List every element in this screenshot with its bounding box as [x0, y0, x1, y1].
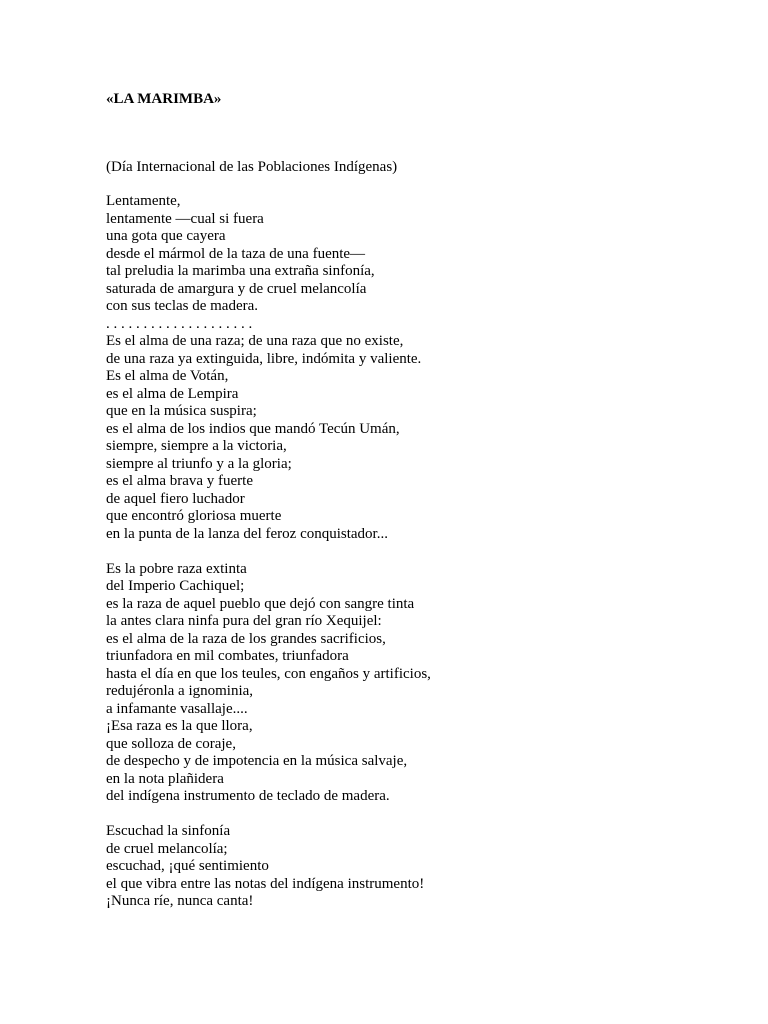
stanza-2 [106, 561, 746, 806]
poem-line: desde el mármol de la taza de una fuente— [106, 245, 366, 262]
poem-line: triunfadora en mil combates, triunfadora [106, 648, 349, 664]
poem-line: en la punta de la lanza del feroz conquistador... [106, 525, 388, 542]
poem-line: la antes clara ninfa pura del gran río Xequijel: [106, 613, 382, 629]
poem-line: del Imperio Cachiquel; [106, 578, 245, 594]
poem-line: el que vibra entre las notas del indígena instrumento! [106, 875, 425, 892]
poem-line: ¡Nunca ríe, nunca canta! [106, 893, 254, 909]
poem-line: siempre al triunfo y a la gloria; [106, 455, 292, 472]
poem-line: Es el alma de una raza; de una raza que no existe, [106, 333, 404, 349]
poem-line: es el alma de los indios que mandó Tecún Umán, [106, 420, 400, 437]
poem-line: saturada de amargura y de cruel melancolía [106, 280, 367, 297]
poem-line: lentamente —cual si fuera [106, 210, 264, 227]
poem-line: es la raza de aquel pueblo que dejó con sangre tinta [106, 595, 415, 612]
poem-line: una gota que cayera [106, 228, 226, 244]
poem-line: de una raza ya extinguida, libre, indómita y valiente. [106, 350, 422, 367]
poem-line: de cruel melancolía; [106, 840, 228, 857]
poem-line: a infamante vasallaje.... [106, 700, 248, 717]
poem-line: es el alma de la raza de los grandes sacrificios, [106, 630, 386, 647]
poem-line: es el alma de Lempira [106, 385, 239, 402]
poem-dedication: (Día Internacional de las Poblaciones Indígenas) [106, 159, 398, 175]
poem-line: de despecho y de impotencia en la música salvaje, [106, 753, 408, 769]
poem-line: hasta el día en que los teules, con engaños y artificios, [106, 665, 431, 682]
poem-line: que solloza de coraje, [106, 735, 236, 752]
poem-line: Lentamente, [106, 193, 181, 209]
poem-line: que en la música suspira; [106, 403, 257, 419]
poem-line: ¡Esa raza es la que llora, [106, 718, 253, 734]
poem-line: con sus teclas de madera. [106, 298, 259, 314]
poem-title: «LA MARIMBA» [106, 91, 222, 107]
poem-line: es el alma brava y fuerte [106, 473, 254, 489]
poem-line: siempre, siempre a la victoria, [106, 438, 287, 454]
poem-line: de aquel fiero luchador [106, 490, 245, 507]
stanza-3 [106, 823, 746, 911]
poem-line: tal preludia la marimba una extraña sinfonía, [106, 263, 375, 279]
poem-line: en la nota plañidera [106, 770, 224, 787]
poem-line: escuchad, ¡qué sentimiento [106, 858, 269, 874]
poem-line: redujéronla a ignominia, [106, 683, 254, 699]
poem-line: Es el alma de Votán, [106, 368, 229, 384]
poem-line: Es la pobre raza extinta [106, 560, 247, 577]
poem-line: que encontró gloriosa muerte [106, 508, 282, 524]
poem-line: Escuchad la sinfonía [106, 823, 231, 839]
ellipsis-divider: . . . . . . . . . . . . . . . . . . . . [106, 315, 253, 332]
poem-body [106, 193, 746, 928]
stanza-1 [106, 193, 746, 543]
poem-line: del indígena instrumento de teclado de madera. [106, 788, 390, 804]
